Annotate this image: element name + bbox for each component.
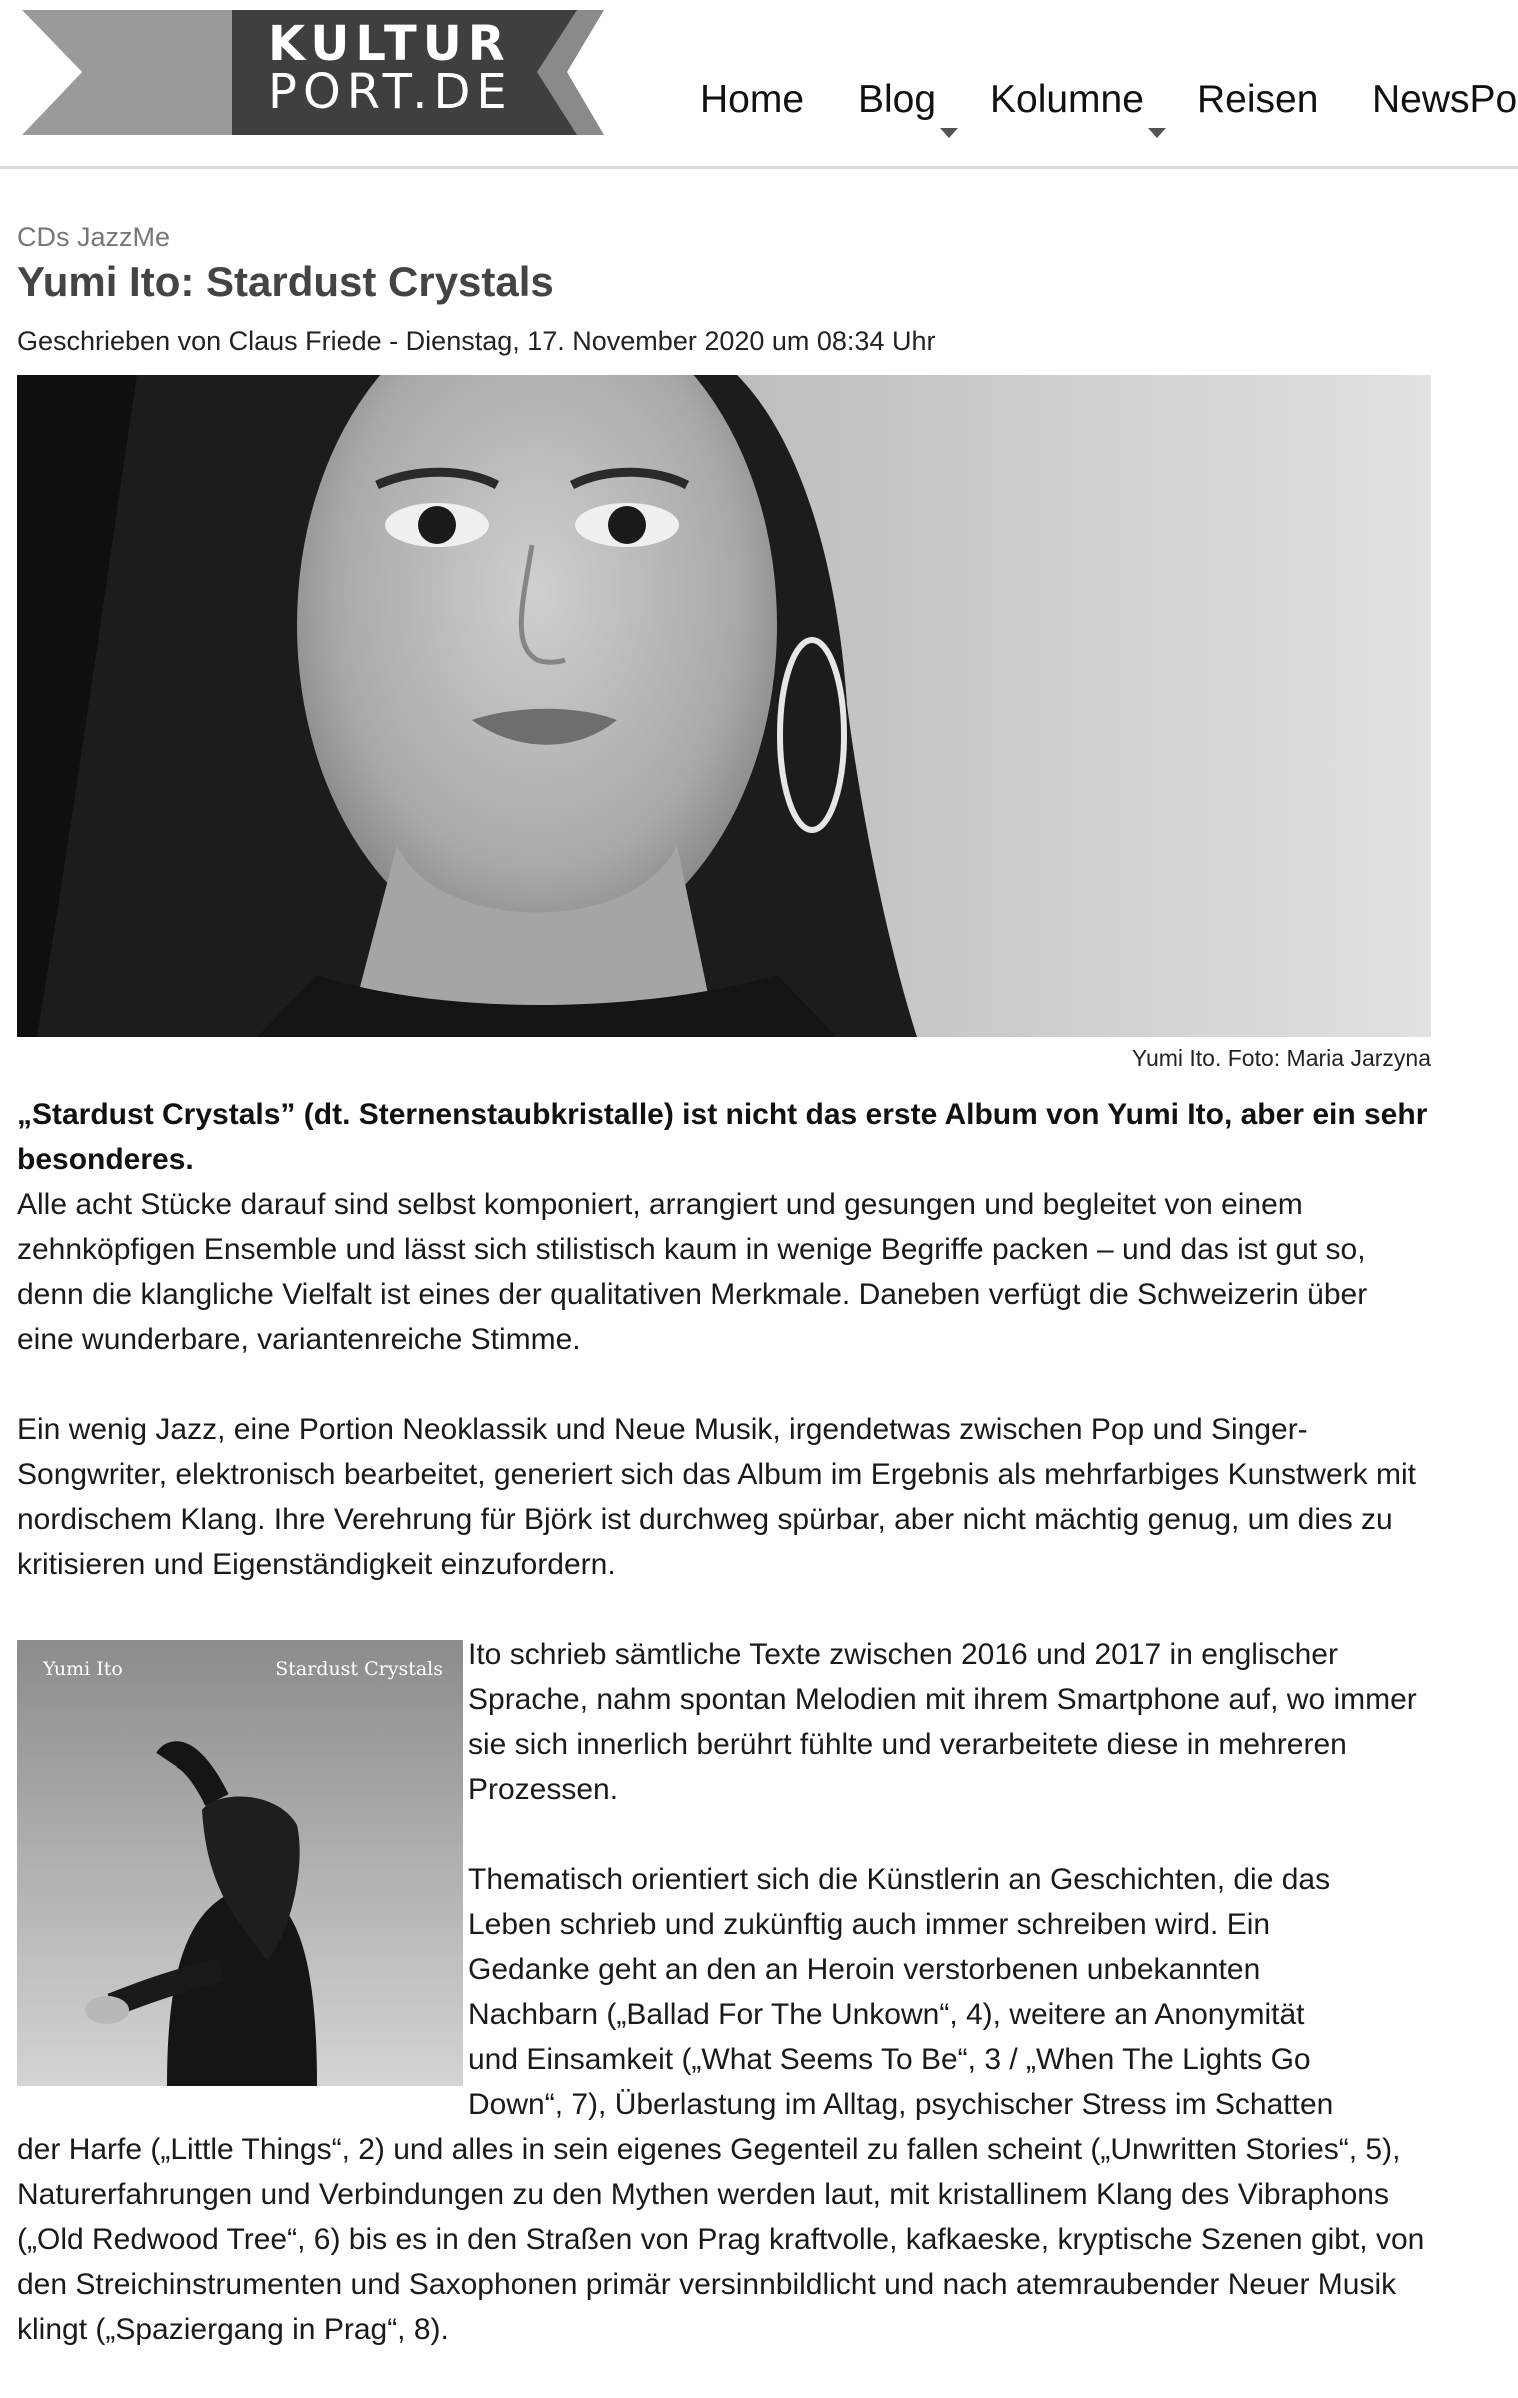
nav-item-newsportal[interactable]: NewsPo — [1372, 78, 1518, 121]
hero-photo — [17, 375, 1431, 1037]
cover-album-text: Stardust Crystals — [275, 1658, 443, 1680]
article-paragraph-4-float — [468, 1857, 1431, 2127]
float-line: Thematisch orientiert sich die Künstlerin an Geschichten, die das — [468, 1863, 1331, 1896]
site-header — [0, 0, 1518, 170]
article-category-link[interactable]: CDs JazzMe — [17, 222, 171, 252]
float-line: Gedanke geht an den an Heroin verstorbenen unbekannten — [468, 1953, 1261, 1986]
nav-item-kolumne[interactable]: Kolumne — [990, 78, 1144, 121]
float-line: Down“, 7), Überlastung im Alltag, psychischer Stress im Schatten — [468, 2088, 1334, 2121]
article-paragraph-4-continued: der Harfe („Little Things“, 2) und alles in sein eigenes Gegenteil zu fallen scheint („Unwritten Stories“, 5), Naturerfahrungen und Verbindungen zu den Mythen werden laut, mit kristallinem Klang des Vibraphons („Old Redwood Tree“, 6) bis es in den Straßen von Prag kraftvolle, kafkaeske, kryptische Szenen gibt, von den Streichinstrumenten und Saxophonen primär versinnbildlicht und nach atemraubender Neuer Musik klingt („Spaziergang in Prag“, 8). — [17, 2133, 1425, 2346]
article-byline: Geschrieben von Claus Friede - Dienstag, 17. November 2020 um 08:34 Uhr — [17, 326, 936, 356]
article-paragraph-3: Ito schrieb sämtliche Texte zwischen 2016 und 2017 in englischer Sprache, nahm spontan Melodien mit ihrem Smartphone auf, wo immer sie sich innerlich berührt fühlte und verarbeitete diese in mehreren Prozessen. — [468, 1638, 1417, 1806]
article-lead: „Stardust Crystals” (dt. Sternenstaubkristalle) ist nicht das erste Album von Yumi Ito, aber ein sehr besonderes. — [17, 1098, 1428, 1176]
kolumne-dropdown-caret-icon[interactable] — [1148, 128, 1166, 138]
float-line: Nachbarn („Ballad For The Unkown“, 4), weitere an Anonymität — [468, 1998, 1305, 2031]
nav-item-reisen[interactable]: Reisen — [1197, 78, 1319, 121]
blog-dropdown-caret-icon[interactable] — [940, 128, 958, 138]
portrait-illustration — [17, 375, 1431, 1037]
album-cover-illustration — [17, 1640, 463, 2086]
article-paragraph-2: Ein wenig Jazz, eine Portion Neoklassik und Neue Musik, irgendetwas zwischen Pop und Singer-Songwriter, elektronisch bearbeitet, generiert sich das Album im Ergebnis als mehrfarbiges Kunstwerk mit nordischem Klang. Ihre Verehrung für Björk ist durchweg spürbar, aber nicht mächtig genug, um dies zu kritisieren und Eigenständigkeit einzufordern. — [17, 1413, 1416, 1581]
float-line: Leben schrieb und zukünftig auch immer schreiben wird. Ein — [468, 1908, 1271, 1941]
nav-item-blog[interactable]: Blog — [858, 78, 937, 121]
article-title: Yumi Ito: Stardust Crystals — [17, 258, 554, 305]
logo-line-2: PORT.DE — [268, 64, 513, 120]
main-nav — [700, 78, 1518, 138]
nav-item-home[interactable]: Home — [700, 78, 805, 121]
float-line: und Einsamkeit („What Seems To Be“, 3 / „When The Lights Go — [468, 2043, 1311, 2076]
logo-line-1: KULTUR — [268, 16, 511, 72]
album-cover-image — [17, 1640, 463, 2086]
article-paragraph-1: Alle acht Stücke darauf sind selbst komponiert, arrangiert und gesungen und begleitet von einem zehnköpfigen Ensemble und lässt sich stilistisch kaum in wenige Begriffe packen – und das ist gut so, denn die klangliche Vielfalt ist eines der qualitativen Merkmale. Daneben verfügt die Schweizerin über eine wunderbare, variantenreiche Stimme. — [17, 1188, 1368, 1356]
cover-artist-text: Yumi Ito — [43, 1658, 123, 1680]
site-logo[interactable] — [22, 10, 632, 135]
header-divider — [0, 166, 1518, 169]
hero-caption: Yumi Ito. Foto: Maria Jarzyna — [1131, 1045, 1431, 1071]
logo-wordmark — [252, 16, 552, 120]
